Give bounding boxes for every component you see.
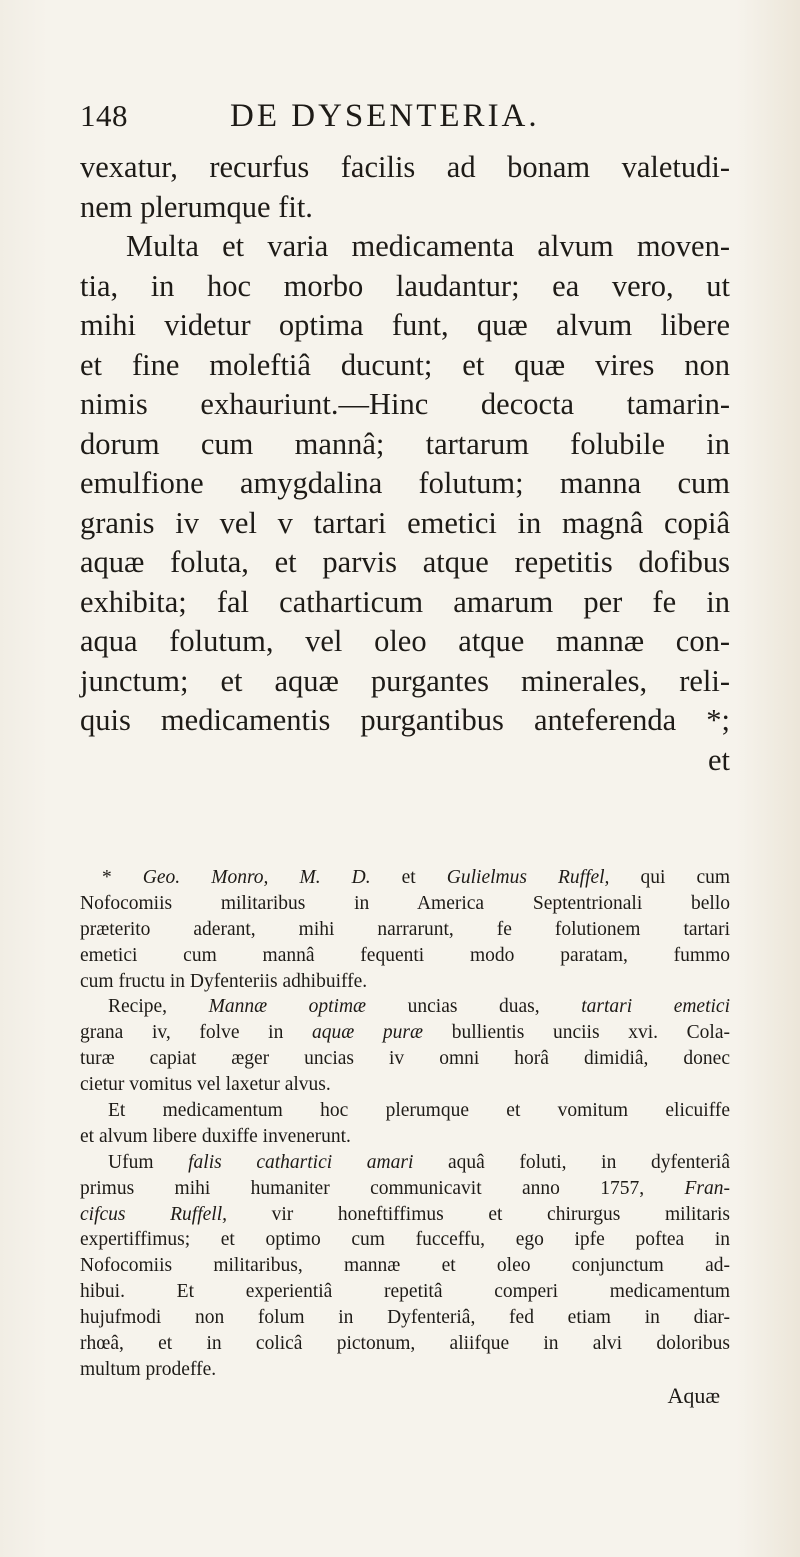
text-line: aquæ foluta, et parvis atque repetitis dofibus <box>80 545 730 579</box>
footnote-line: emetici cum mannâ fequenti modo paratam, fummo <box>80 944 730 966</box>
main-text <box>80 148 730 780</box>
footnote <box>80 865 730 1409</box>
text-fragment: qui cum <box>609 867 731 888</box>
text-line: et fine moleftiâ ducunt; et quæ vires non <box>80 347 730 382</box>
footnote-line: cum fructu in Dyfenteriis adhibuiffe. <box>80 970 368 992</box>
footnote-line <box>80 994 730 1020</box>
footnote-line: cietur vomitus vel laxetur alvus. <box>80 1074 331 1096</box>
text-fragment: bullientis unciis xvi. Cola- <box>423 1022 730 1044</box>
footnote-line: turæ capiat æger uncias iv omni horâ dimidiâ, donec <box>80 1048 730 1070</box>
text-fragment: vir honeftiffimus et chirurgus militaris <box>226 1203 730 1225</box>
ingredient: aquæ puræ <box>312 1022 424 1044</box>
footnote-line <box>80 1150 730 1176</box>
ingredient: Mannæ optimæ <box>208 996 367 1018</box>
text-fragment: uncias duas, <box>366 996 582 1018</box>
page-header <box>80 98 730 140</box>
text-line: exhibita; fal catharticum amarum per fe in <box>80 584 730 619</box>
author-name: cifcus Ruffell, <box>80 1203 227 1225</box>
text-fragment: primus mihi humaniter communicavit anno 1757, <box>80 1177 685 1199</box>
text-fragment: et <box>370 867 447 888</box>
footnote-line: expertiffimus; et optimo cum fucceffu, ego ipfe poftea in <box>80 1229 730 1251</box>
footnote-line <box>80 865 730 891</box>
text-line: junctum; et aquæ purgantes minerales, reli- <box>80 663 730 698</box>
text-fragment: grana iv, folve in <box>80 1022 312 1044</box>
text-line: tia, in hoc morbo laudantur; ea vero, ut <box>80 268 730 303</box>
ingredient: tartari emetici <box>581 996 730 1018</box>
footnote-line <box>80 1176 730 1202</box>
ingredient: falis cathartici amari <box>188 1151 414 1173</box>
text-line: dorum cum mannâ; tartarum folubile in <box>80 426 730 461</box>
text-line: vexatur, recurfus facilis ad bonam valetudi- <box>80 150 730 184</box>
catchword: Aquæ <box>667 1382 720 1408</box>
text-line: emulfione amygdalina folutum; manna cum <box>80 466 730 500</box>
text-fragment: Ufum <box>108 1151 189 1173</box>
footnote-line: et alvum libere duxiffe invenerunt. <box>80 1125 351 1147</box>
text-line: nimis exhauriunt.—Hinc decocta tamarin- <box>80 387 730 421</box>
page-number: 148 <box>80 98 128 133</box>
author-name: Gulielmus Ruffel, <box>446 867 610 888</box>
footnote-line: Nofocomiis militaribus, mannæ et oleo conjunctum ad- <box>80 1255 730 1277</box>
text-line: quis medicamentis purgantibus anteferenda *; <box>80 703 730 737</box>
footnote-line: hujufmodi non folum in Dyfenteriâ, fed etiam in diar- <box>80 1307 730 1329</box>
catchword-main: et <box>707 742 730 777</box>
author-name: Geo. Monro, M. D. <box>142 867 371 888</box>
text-line: nem plerumque fit. <box>80 189 313 224</box>
footnote-line: hibui. Et experientiâ repetitâ comperi medicamentum <box>80 1281 730 1303</box>
text-line: granis iv vel v tartari emetici in magnâ copiâ <box>80 505 730 540</box>
footnote-line: Nofocomiis militaribus in America Septentrionali bello <box>80 892 730 914</box>
footnote-line <box>80 1020 730 1046</box>
footnote-marker: * <box>102 867 112 888</box>
footnote-line: multum prodeffe. <box>80 1358 217 1380</box>
footnote-line <box>80 1202 730 1228</box>
text-line: Multa et varia medicamenta alvum moven- <box>126 229 730 263</box>
text-fragment: aquâ foluti, in dyfenteriâ <box>413 1151 731 1173</box>
text-fragment: Recipe, <box>108 996 209 1018</box>
author-name: Fran- <box>684 1177 730 1199</box>
footnote-line: Et medicamentum hoc plerumque et vomitum elicuiffe <box>108 1100 730 1122</box>
text-line: aqua folutum, vel oleo atque mannæ con- <box>80 624 730 658</box>
text-line: mihi videtur optima funt, quæ alvum libere <box>80 308 730 342</box>
running-head: DE DYSENTERIA. <box>230 98 540 134</box>
footnote-line: rhœâ, et in colicâ pictonum, aliifque in alvi doloribus <box>80 1333 730 1355</box>
footnote-line: præterito aderant, mihi narrarunt, fe folutionem tartari <box>80 918 730 940</box>
